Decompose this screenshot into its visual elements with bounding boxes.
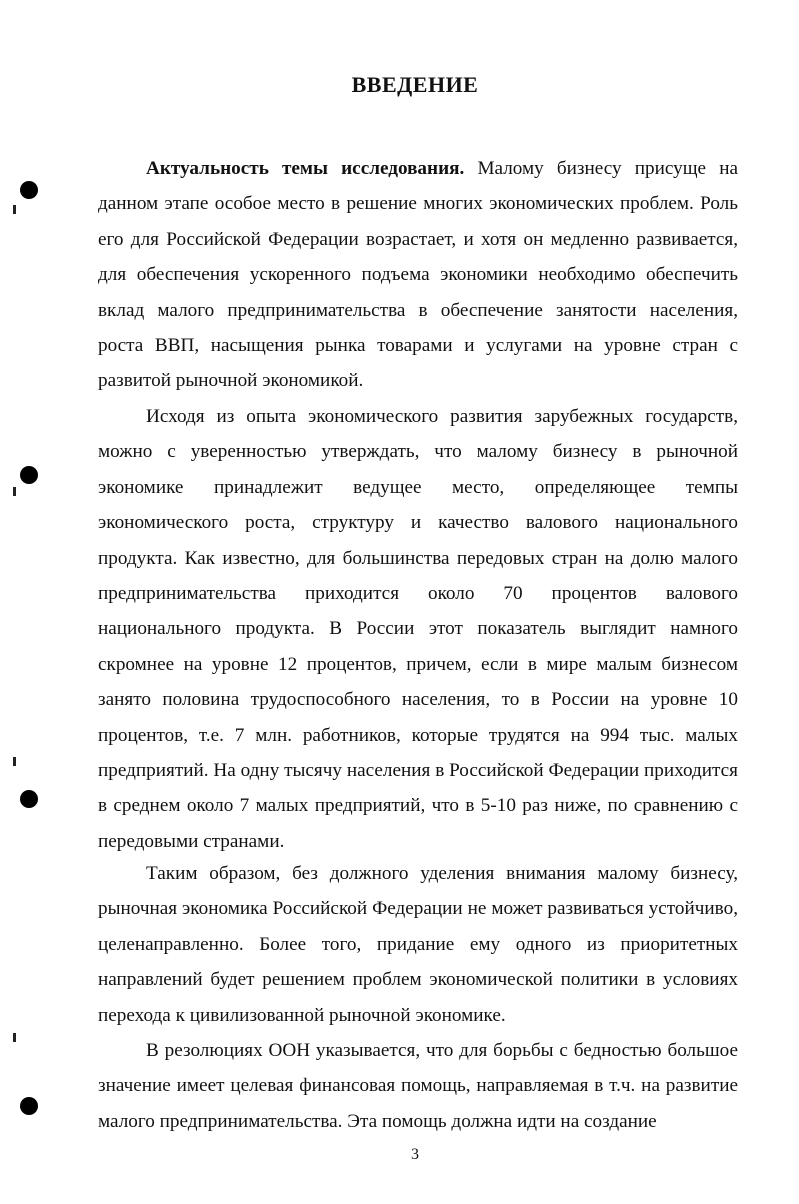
binder-hole-dot [20, 466, 38, 484]
paragraph-foreign-experience: Исходя из опыта экономического развития зарубежных государств, можно с уверенностью утверждать, что малому бизнесу в рыночной экономике принадлежит ведущее место, определяющее темпы экономического роста, структуру и качество валового национального продукта. Как известно, для большинства передовых стран на долю малого предпринимательства приходится около 70 процентов валового национального продукта. В России этот показатель выглядит намного скромнее на уровне 12 процентов, причем, если в мире малым бизнесом занято половина трудоспособного населения, то в России на уровне 10 процентов, т.е. 7 млн. работников, которые трудятся на 994 тыс. малых предприятий. На одну тысячу населения в Российской Федерации приходится в среднем около 7 малых предприятий, что в 5-10 раз ниже, по сравнению с передовыми странами. [98, 406, 738, 852]
scan-mark [13, 487, 16, 496]
binder-hole-dot [20, 790, 38, 808]
scan-mark [13, 757, 16, 766]
scan-mark [13, 205, 16, 214]
paragraph-un-resolutions: В резолюциях ООН указывается, что для борьбы с бедностью большое значение имеет целевая финансовая помощь, направляемая в т.ч. на развитие малого предпринимательства. Эта помощь должна идти на создание [98, 1040, 738, 1132]
page-number: 3 [411, 1146, 419, 1163]
binder-hole-dot [20, 1097, 38, 1115]
paragraph-lead-bold: Актуальность темы исследования. [146, 158, 465, 179]
scan-mark [13, 1033, 16, 1042]
paragraph-text: Малому бизнесу присуще на данном этапе особое место в решение многих экономических проблем. Роль его для Российской Федерации возрастает, и хотя он медленно развивается, для обеспечения ускоренного подъема экономики необходимо обеспечить вклад малого предпринимательства в обеспечение занятости населения, роста ВВП, насыщения рынка товарами и услугами на уровне стран с развитой рыночной экономикой. [98, 158, 738, 392]
binder-hole-dot [20, 181, 38, 199]
paragraph-relevance [98, 151, 738, 399]
page-heading: ВВЕДЕНИЕ [351, 72, 479, 97]
paragraph-conclusion: Таким образом, без должного уделения внимания малому бизнесу, рыночная экономика Российской Федерации не может развиваться устойчиво, целенаправленно. Более того, придание ему одного из приоритетных направлений будет решением проблем экономической политики в условиях перехода к цивилизованной рыночной экономике. [98, 863, 738, 1026]
